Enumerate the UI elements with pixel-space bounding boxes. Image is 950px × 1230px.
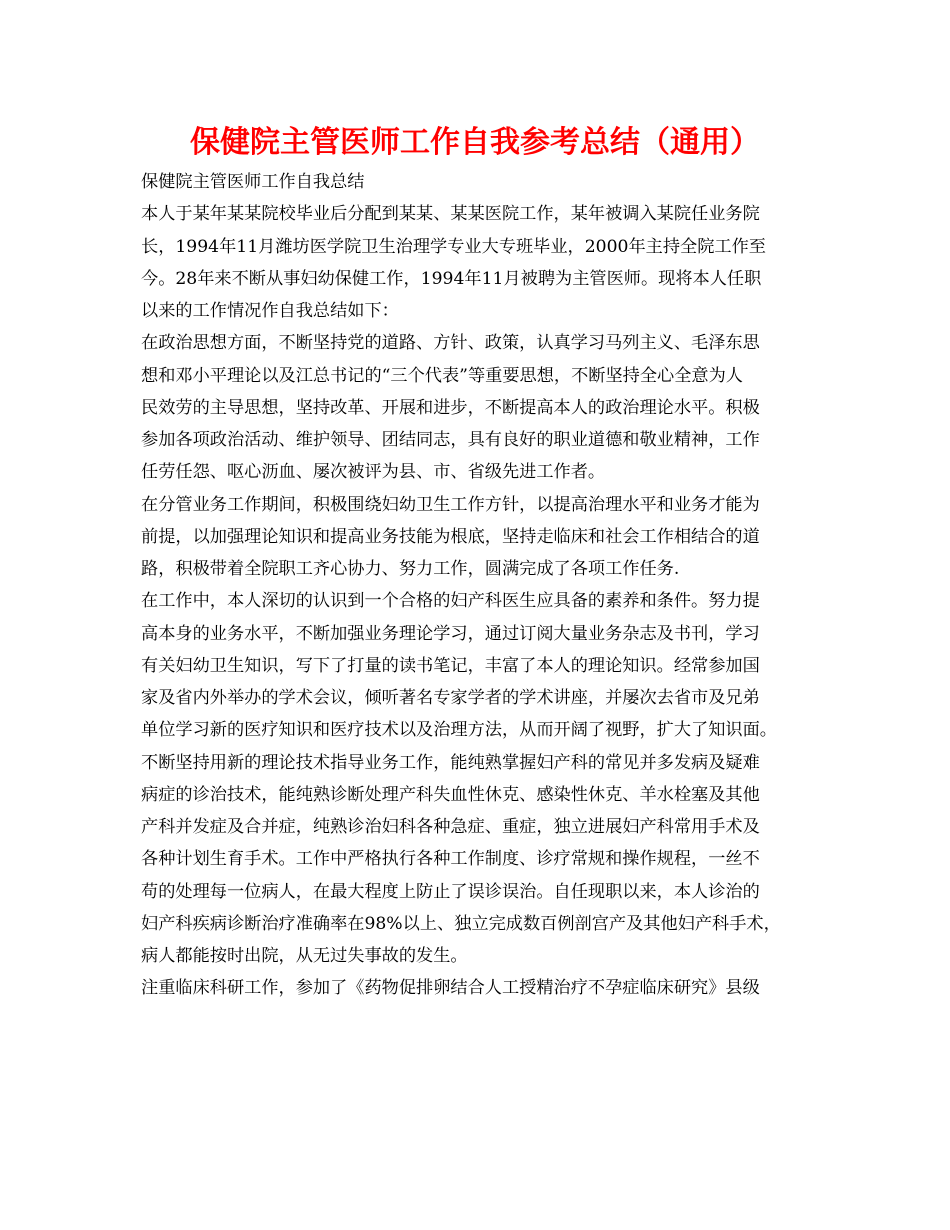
text-line: 参加各项政治活动、维护领导、团结同志，具有良好的职业道德和敬业精神，工作: [141, 430, 760, 450]
text-line: 家及省内外举办的学术会议，倾听著名专家学者的学术讲座，并屡次去省市及兄弟: [141, 688, 760, 708]
document-title: 保健院主管医师工作自我参考总结（通用）: [190, 125, 760, 160]
text-line: 保健院主管医师工作自我总结: [141, 172, 365, 192]
text-line: 苟的处理每一位病人，在最大程度上防止了误诊误治。自任现职以来，本人诊治的: [141, 881, 760, 902]
text-line: 有关妇幼卫生知识，写下了打量的读书笔记，丰富了本人的理论知识。经常参加国: [141, 655, 760, 676]
text-line: 路，积极带着全院职工齐心协力、努力工作，圆满完成了各项工作任务.: [141, 559, 680, 579]
text-line: 本人于某年某某院校毕业后分配到某某、某某医院工作，某年被调入某院任业务院: [141, 204, 760, 225]
text-line: 任劳任怨、呕心沥血、屡次被评为县、市、省级先进工作者。: [141, 462, 606, 483]
text-line: 前提，以加强理论知识和提高业务技能为根底，坚持走临床和社会工作相结合的道: [141, 526, 760, 547]
text-line: 民效劳的主导思想，坚持改革、开展和进步，不断提高本人的政治理论水平。积极: [141, 397, 760, 418]
text-line: 不断坚持用新的理论技术指导业务工作，能纯熟掌握妇产科的常见并多发病及疑难: [141, 752, 760, 773]
text-line: 今。28年来不断从事妇幼保健工作，1994年11月被聘为主管医师。现将本人任职: [141, 268, 762, 289]
text-line: 病症的诊治技术，能纯熟诊断处理产科失血性休克、感染性休克、羊水栓塞及其他: [141, 784, 760, 805]
text-line: 高本身的业务水平，不断加强业务理论学习，通过订阅大量业务杂志及书刊，学习: [141, 623, 760, 644]
text-line: 注重临床科研工作，参加了《药物促排卵结合人工授精治疗不孕症临床研究》县级: [141, 978, 760, 999]
text-line: 单位学习新的医疗知识和医疗技术以及治理方法，从而开阔了视野，扩大了知识面。: [141, 720, 777, 741]
text-line: 在政治思想方面，不断坚持党的道路、方针、政策，认真学习马列主义、毛泽东思: [141, 333, 760, 354]
text-line: 想和邓小平理论以及江总书记的“三个代表”等重要思想，不断坚持全心全意为人: [141, 365, 743, 386]
text-line: 长，1994年11月潍坊医学院卫生治理学专业大专班毕业，2000年主持全院工作至: [141, 236, 766, 257]
text-line: 以来的工作情况作自我总结如下：: [141, 301, 399, 321]
text-line: 在工作中，本人深切的认识到一个合格的妇产科医生应具备的素养和条件。努力提: [141, 591, 760, 612]
text-line: 各种计划生育手术。工作中严格执行各种工作制度、诊疗常规和操作规程，一丝不: [141, 849, 760, 870]
document-body: [141, 166, 821, 1005]
text-line: 产科并发症及合并症，纯熟诊治妇科各种急症、重症，独立进展妇产科常用手术及: [141, 817, 760, 837]
text-line: 病人都能按时出院，从无过失事故的发生。: [141, 946, 468, 966]
text-line: 妇产科疾病诊断治疗准确率在98%以上、独立完成数百例剖宫产及其他妇产科手术，: [141, 913, 781, 934]
text-line: 在分管业务工作期间，积极围绕妇幼卫生工作方针，以提高治理水平和业务才能为: [141, 494, 760, 515]
